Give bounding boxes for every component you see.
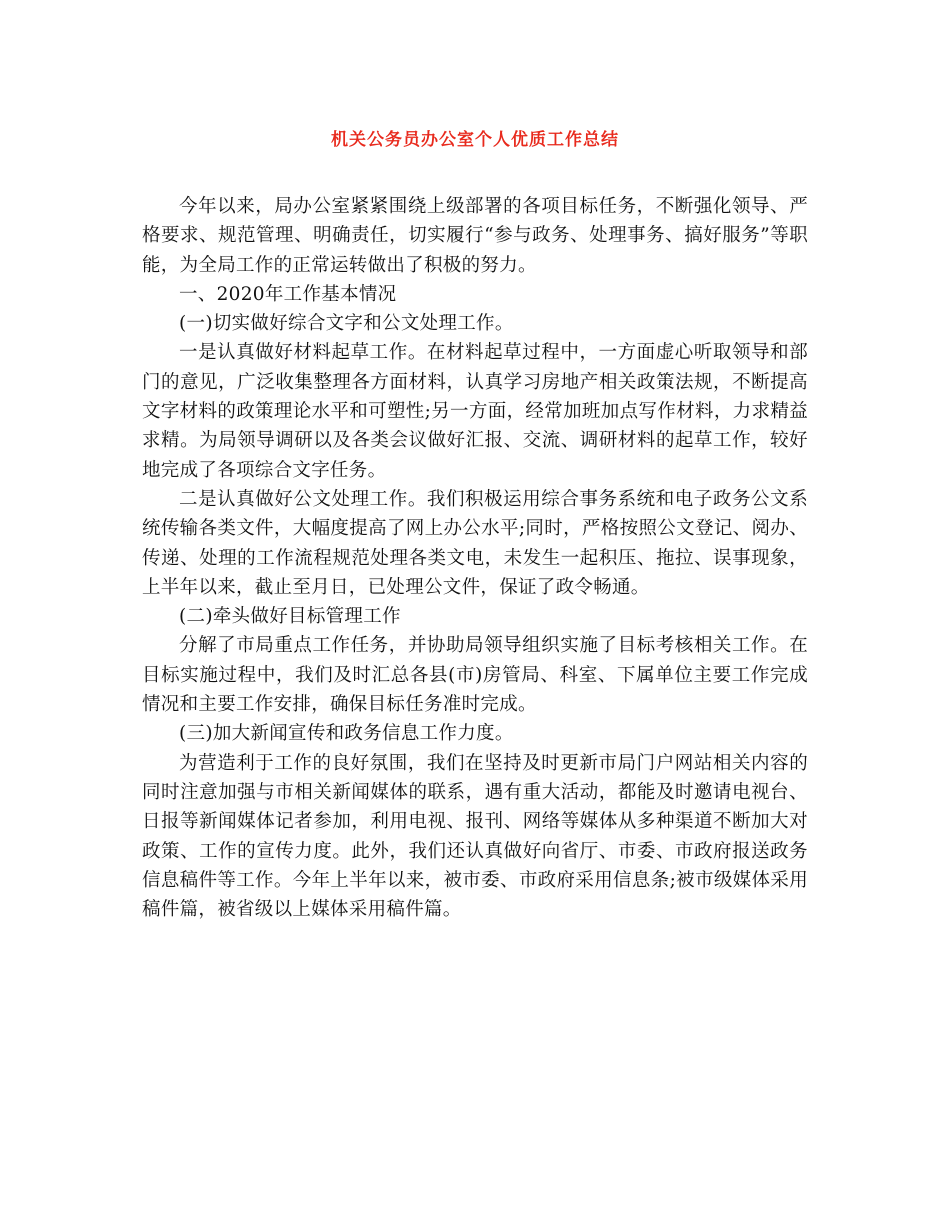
paragraph-intro: 今年以来，局办公室紧紧围绕上级部署的各项目标任务，不断强化领导、严格要求、规范管理、明确责任，切实履行“参与政务、处理事务、搞好服务”等职能，为全局工作的正常运转做出了积极的努力。: [142, 196, 808, 276]
paragraph-publicity: 为营造利于工作的良好氛围，我们在坚持及时更新市局门户网站相关内容的同时注意加强与市相关新闻媒体的联系，遇有重大活动，都能及时邀请电视台、日报等新闻媒体记者参加，利用电视、报刊、网络等媒体从多种渠道不断加大对政策、工作的宣传力度。此外，我们还认真做好向省厅、市委、市政府报送政务信息稿件等工作。今年上半年以来，被市委、市政府采用信息条;被市级媒体采用稿件篇，被省级以上媒体采用稿件篇。: [142, 752, 808, 921]
paragraph-document-processing: 二是认真做好公文处理工作。我们积极运用综合事务系统和电子政务公文系统传输各类文件，大幅度提高了网上办公水平;同时，严格按照公文登记、阅办、传递、处理的工作流程规范处理各类文电，未发生一起积压、拖拉、误事现象，上半年以来，截止至月日，已处理公文件，保证了政令畅通。: [142, 488, 808, 598]
subsection-heading-2: (二)牵头做好目标管理工作: [179, 606, 401, 628]
paragraph-target-management: 分解了市局重点工作任务，并协助局领导组织实施了目标考核相关工作。在目标实施过程中，我们及时汇总各县(市)房管局、科室、下属单位主要工作完成情况和主要工作安排，确保目标任务准时完成。: [142, 635, 808, 716]
section-heading-1: 一、2020年工作基本情况: [179, 283, 397, 305]
subsection-heading-1: (一)切实做好综合文字和公文处理工作。: [179, 313, 514, 335]
paragraph-drafting: 一是认真做好材料起草工作。在材料起草过程中，一方面虚心听取领导和部门的意见，广泛收集整理各方面材料，认真学习房地产相关政策法规，不断提高文字材料的政策理论水平和可塑性;另一方面，经常加班加点写作材料，力求精益求精。为局领导调研以及各类会议做好汇报、交流、调研材料的起草工作，较好地完成了各项综合文字任务。: [142, 342, 808, 481]
subsection-heading-3: (三)加大新闻宣传和政务信息工作力度。: [179, 723, 514, 745]
document-title: 机关公务员办公室个人优质工作总结: [331, 130, 619, 150]
document-body: [142, 192, 808, 924]
